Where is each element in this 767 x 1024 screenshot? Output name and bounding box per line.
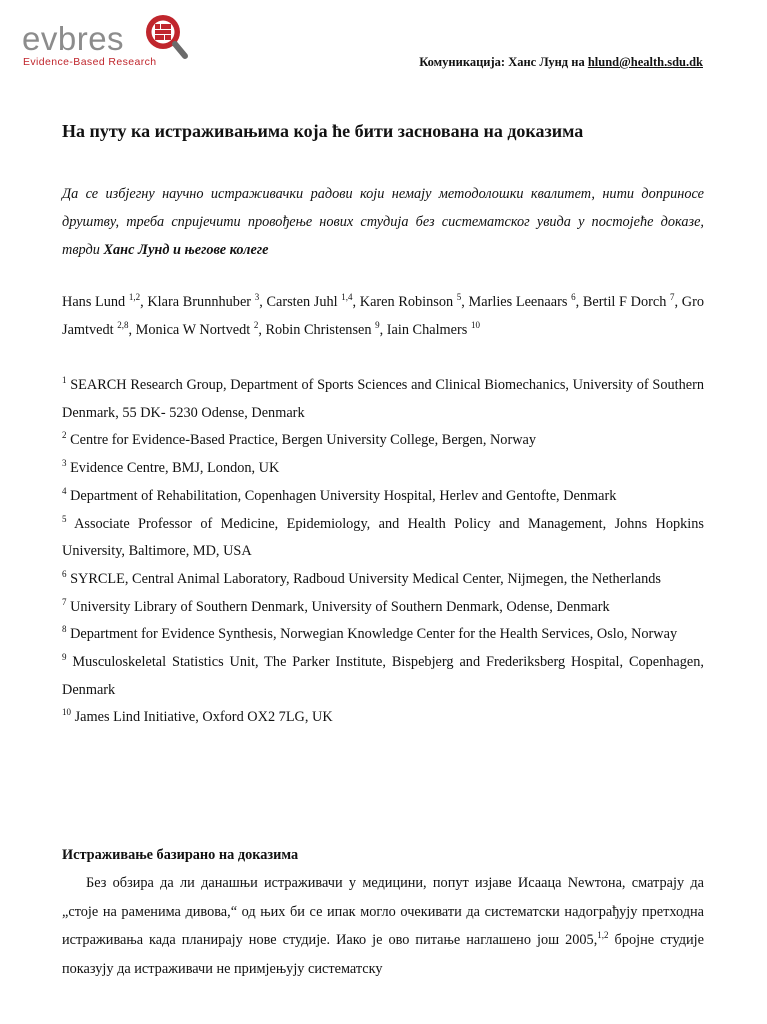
- affiliation-number: 9: [62, 652, 67, 663]
- author-affil-sup: 10: [470, 320, 480, 330]
- affiliation-text: Associate Professor of Medicine, Epidemiology, and Health Policy and Management, Johns Hopkins University, Baltimore, MD, USA: [62, 515, 704, 560]
- affiliation-text: Centre for Evidence-Based Practice, Bergen University College, Bergen, Norway: [70, 432, 537, 449]
- affiliation-text: Musculoskeletal Statistics Unit, The Parker Institute, Bispebjerg and Frederiksberg Hospital, Copenhagen, Denmark: [62, 654, 704, 698]
- affiliation-text: Department for Evidence Synthesis, Norwegian Knowledge Center for the Health Services, Oslo, Norway: [70, 626, 678, 643]
- author: Robin Christensen: [265, 322, 372, 338]
- affiliation-text: University Library of Southern Denmark, University of Southern Denmark, Odense, Denmark: [70, 598, 610, 615]
- author-affil-sup: 2,8: [117, 320, 129, 330]
- author: Iain Chalmers: [386, 322, 468, 338]
- logo-subtitle: Evidence-Based Research: [23, 56, 157, 68]
- author-affil-sup: 6: [571, 292, 576, 302]
- author: Marlies Leenaars: [468, 294, 568, 310]
- affiliation-number: 8: [62, 624, 67, 635]
- affiliation-number: 2: [62, 430, 67, 441]
- affiliation-text: James Lind Initiative, Oxford OX2 7LG, UK: [74, 709, 333, 726]
- affiliation-number: 5: [62, 513, 67, 524]
- affiliation-item: [62, 566, 704, 594]
- author-affil-sup: 9: [375, 320, 380, 330]
- lead-paragraph: [62, 180, 704, 264]
- author-list: Hans Lund $^{1,2}$, Klara Brunnhuber $^3$, Carsten Juhl $^{1,4}$, Karen Robinson $^5$, Marlies Leenaars $^6$, Bertil F Dorch $^7$, Gro Jamtvedt $^{2,8}$, Monica W Nortvedt $^2$, Robin Christensen $^9$, Iain Chalmers $^{10}$: [62, 292, 705, 338]
- affiliation-item: [62, 621, 704, 649]
- author-affil-sup: 1,2: [128, 292, 141, 302]
- article-title: На путу ка истраживањима која ће бити заснована на доказима: [62, 121, 584, 141]
- affiliation-number: 1: [62, 375, 67, 385]
- author: Karen Robinson: [359, 294, 454, 310]
- author: Klara Brunnhuber: [147, 294, 252, 310]
- affiliation-item: [62, 649, 704, 704]
- affiliation-number: 10: [62, 707, 71, 718]
- body-paragraph: [62, 869, 704, 983]
- affiliation-list: [62, 372, 704, 732]
- affiliation-item: [62, 372, 704, 427]
- author: Monica W Nortvedt: [135, 322, 251, 338]
- affiliation-text: SYRCLE, Central Animal Laboratory, Radboud University Medical Center, Nijmegen, the Netherlands: [70, 570, 661, 587]
- contact-label: Комуникација: Ханс Лунд на: [419, 55, 588, 69]
- paragraph-text: Без обзира да ли данашњи истраживачи у медицини, попут изјаве Исаацa Newтона, сматрају да „стоје на раменима дивова,“ од њих би се ипак могло очекивати да систематски надограђују претходна истраживања када планирају нове студије. Иако је ово питање наглашено још 2005,: [62, 875, 704, 948]
- affiliation-text: Department of Rehabilitation, Copenhagen University Hospital, Herlev and Gentofte, Denmark: [70, 487, 617, 504]
- affiliation-item: [62, 455, 704, 483]
- lead-emphasis: Ханс Лунд и његове колеге: [103, 242, 269, 258]
- affiliation-item: [62, 427, 704, 455]
- author-affil-sup: 1,4: [341, 292, 353, 302]
- author: Carsten Juhl: [266, 294, 338, 310]
- affiliation-number: 4: [62, 485, 67, 496]
- affiliation-text: Evidence Centre, BMJ, London, UK: [70, 460, 280, 477]
- contact-email-link[interactable]: hlund@health.sdu.dk: [587, 55, 703, 69]
- lead-text: Да се избјегну научно истраживачки радови који немају методолошки квалитет, нити доприносе друштву, треба спријечити провођење нових студија без систематског увида у постојеће доказе, тврди: [62, 186, 704, 258]
- affiliation-item: [62, 594, 704, 622]
- author: Hans Lund: [62, 294, 126, 310]
- affiliation-number: 3: [62, 458, 67, 469]
- affiliation-item: [62, 483, 704, 511]
- affiliation-number: 7: [62, 596, 67, 607]
- author: Bertil F Dorch: [582, 294, 667, 310]
- affiliation-item: [62, 511, 704, 566]
- affiliation-number: 6: [62, 568, 67, 579]
- evbres-logo: [20, 10, 210, 74]
- section-heading: Истраживање базирано на доказима: [62, 847, 299, 863]
- author-affil-sup: 2: [253, 320, 259, 330]
- logo-wordmark: evbres: [22, 20, 125, 57]
- paragraph-text-cont: бројне студије показују да истраживачи не примјењују систематску: [62, 932, 704, 977]
- author-affil-sup: 5: [456, 292, 462, 302]
- contact-line: [419, 55, 703, 70]
- author-affil-sup: 3: [254, 292, 260, 302]
- reference-sup: 1,2: [597, 930, 609, 940]
- author: Gro Jamtvedt: [62, 294, 705, 338]
- affiliation-text: SEARCH Research Group, Department of Sports Sciences and Clinical Biomechanics, University of Southern Denmark, 55 DK- 5230 Odense, Denmark: [62, 377, 704, 421]
- author-affil-sup: 7: [670, 292, 675, 302]
- affiliation-item: [62, 704, 704, 732]
